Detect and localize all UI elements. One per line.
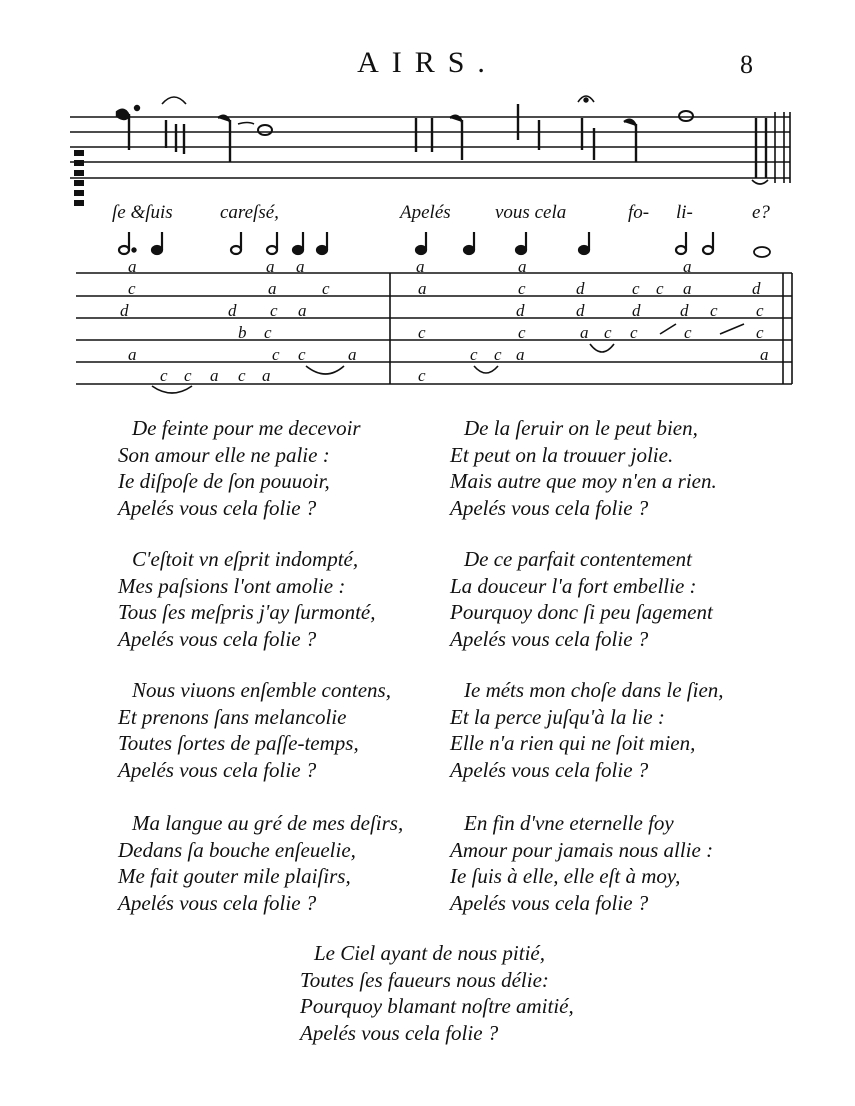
verse-line: De ce parfait contentement	[464, 547, 693, 571]
verse-line: Apelés vous cela folie ?	[450, 626, 649, 651]
lyric-word: Apelés	[400, 202, 451, 223]
tab-letter: c	[630, 323, 638, 342]
stanza	[450, 810, 713, 916]
tab-letter: c	[238, 366, 246, 385]
lyric-word: fo-	[628, 202, 650, 223]
tab-letter: b	[238, 323, 247, 342]
tab-letter: d	[576, 301, 585, 320]
tab-letter: c	[184, 366, 192, 385]
tab-letter: c	[128, 279, 136, 298]
rhythm-signs	[119, 232, 770, 257]
stanza	[118, 677, 391, 783]
verse-line: Mais autre que moy n'en a rien.	[450, 469, 717, 493]
tab-letter: a	[516, 345, 525, 364]
verse-line: Apelés vous cela folie ?	[118, 495, 317, 520]
verse-line: Le Ciel ayant de nous pitié,	[314, 941, 545, 965]
verse-line: Tous ſes meſpris j'ay ſurmonté,	[118, 600, 376, 624]
tab-letter: d	[752, 279, 761, 298]
tab-letter: a	[268, 279, 277, 298]
tab-letter: a	[518, 257, 527, 276]
melody-notes	[117, 96, 768, 184]
stanza	[118, 546, 375, 652]
tab-letter: c	[270, 301, 278, 320]
verse-line: Apelés vous cela folie ?	[300, 1020, 499, 1045]
tab-letter: d	[228, 301, 237, 320]
final-stanza	[300, 940, 574, 1046]
verse-line: Dedans ſa bouche enſeuelie,	[118, 837, 356, 862]
verse-line: Ma langue au gré de mes deſirs,	[132, 811, 404, 835]
tab-letter: a	[298, 301, 307, 320]
verse-line: De feinte pour me decevoir	[132, 416, 361, 440]
stanza	[118, 810, 403, 916]
verse-line: Amour pour jamais nous allie :	[450, 837, 714, 862]
tab-letter: d	[516, 301, 525, 320]
tab-letter: a	[418, 279, 427, 298]
tab-letter: c	[418, 366, 426, 385]
verse-line: La douceur l'a fort embellie :	[450, 573, 697, 598]
tab-letter: d	[632, 301, 641, 320]
verse-line: Et peut on la trouuer jolie.	[450, 442, 674, 467]
verse-line: Apelés vous cela folie ?	[118, 890, 317, 915]
verse-line: Apelés vous cela folie ?	[450, 890, 649, 915]
verse-line: Apelés vous cela folie ?	[118, 757, 317, 782]
tab-letter: a	[760, 345, 769, 364]
verse-line: Et prenons ſans melancolie	[118, 704, 347, 729]
melody-staff	[70, 112, 790, 183]
tab-letter: d	[680, 301, 689, 320]
tab-letter: c	[322, 279, 330, 298]
stanza	[118, 415, 361, 521]
verse-line: Et la perce juſqu'à la lie :	[450, 704, 665, 729]
tab-letter: c	[756, 301, 764, 320]
stanza	[450, 415, 717, 521]
verse-line: Ie ſuis à elle, elle eſt à moy,	[450, 864, 681, 888]
tab-letter: c	[632, 279, 640, 298]
tab-letter: c	[518, 279, 526, 298]
tab-letter: a	[128, 257, 137, 276]
stanza	[450, 546, 713, 652]
verse-line: Pourquoy donc ſi peu ſagement	[450, 600, 713, 624]
tab-letter: c	[494, 345, 502, 364]
tab-letter: c	[264, 323, 272, 342]
verse-line: Ie diſpoſe de ſon pouuoir,	[118, 469, 330, 493]
tab-letter: a	[580, 323, 589, 342]
tab-letter: a	[266, 257, 275, 276]
page-number: 8	[740, 50, 753, 79]
tab-letter: c	[298, 345, 306, 364]
verse-line: Toutes ſes faueurs nous délie:	[300, 967, 549, 992]
lyric-word: ſe &ſuis	[112, 202, 173, 223]
verse-line: En fin d'vne eternelle foy	[464, 811, 674, 835]
tab-letter: c	[272, 345, 280, 364]
music-notation	[0, 0, 855, 400]
tab-letter: a	[348, 345, 357, 364]
tab-letter: a	[683, 279, 692, 298]
verse-line: Apelés vous cela folie ?	[118, 626, 317, 651]
verse-line: Apelés vous cela folie ?	[450, 495, 649, 520]
tab-letter: a	[128, 345, 137, 364]
tab-letter: c	[710, 301, 718, 320]
tab-letter: c	[470, 345, 478, 364]
verse-line: Toutes ſortes de paſſe-temps,	[118, 731, 359, 755]
tab-letter: c	[160, 366, 168, 385]
verse-line: Ie méts mon choſe dans le ſien,	[464, 678, 724, 702]
tab-letter: d	[576, 279, 585, 298]
lyric-word: vous cela	[495, 202, 567, 223]
lyric-word: e?	[752, 202, 770, 223]
tab-letter: d	[120, 301, 129, 320]
verse-line: Apelés vous cela folie ?	[450, 757, 649, 782]
verse-line: Me fait gouter mile plaiſirs,	[118, 864, 351, 888]
verse-line: Nous viuons enſemble contens,	[132, 678, 391, 702]
lyric-word: li-	[676, 202, 693, 223]
lyric-word: careſsé,	[220, 202, 279, 223]
verse-line: Mes paſsions l'ont amolie :	[118, 573, 346, 598]
verse-line: Son amour elle ne palie :	[118, 442, 330, 467]
tab-letter: c	[518, 323, 526, 342]
verse-line: De la ſeruir on le peut bien,	[464, 416, 698, 440]
verse-line: Pourquoy blamant noſtre amitié,	[300, 994, 574, 1018]
page-title: AIRS.	[357, 46, 498, 79]
tab-letter: a	[210, 366, 219, 385]
stanza	[450, 677, 724, 783]
tab-letter: c	[684, 323, 692, 342]
verse-line: C'eſtoit vn eſprit indompté,	[132, 547, 359, 571]
tab-letter: c	[418, 323, 426, 342]
tab-letter: c	[656, 279, 664, 298]
tab-letter: c	[604, 323, 612, 342]
tab-letter: a	[262, 366, 271, 385]
tab-letter: a	[296, 257, 305, 276]
tab-letter: a	[683, 257, 692, 276]
tab-letter: c	[756, 323, 764, 342]
verse-line: Elle n'a rien qui ne ſoit mien,	[450, 731, 696, 755]
tab-letter: a	[416, 257, 425, 276]
tablature-letters	[120, 257, 769, 385]
